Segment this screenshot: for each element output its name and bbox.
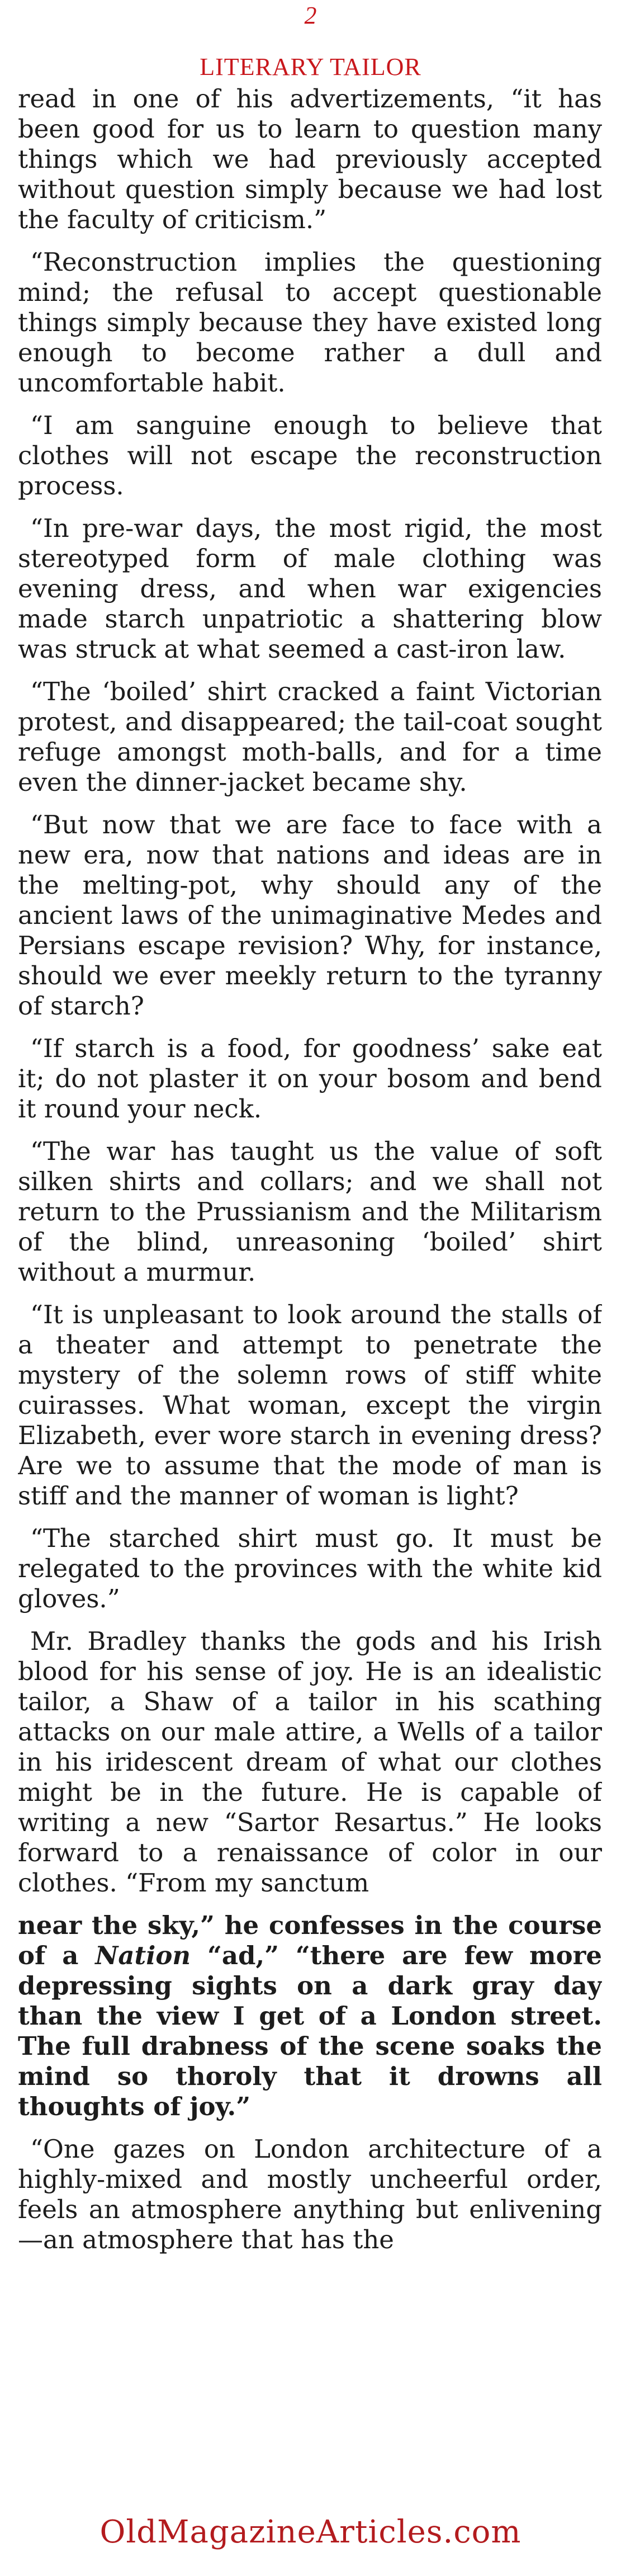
article-paragraph: “I am sanguine enough to believe that clothes will not escape the reconstruction process. bbox=[18, 411, 602, 501]
footer-watermark[interactable]: OldMagazineArticles.com bbox=[99, 2514, 522, 2550]
article-paragraph: “Reconstruction implies the questioning mind; the refusal to accept questionable things simply because they have existed long enough to become rather a dull and uncomfortable habit. bbox=[18, 247, 602, 398]
article-paragraph: read in one of his advertizements, “it has been good for us to learn to question many things which we had previously accepted without question simply because we had lost the faculty of criticism.” bbox=[18, 84, 602, 234]
article-paragraph: “One gazes on London architecture of a highly-mixed and mostly uncheerful order, feels an atmosphere anything but enlivening—an atmosphere that has the bbox=[18, 2134, 602, 2254]
page-number: 2 bbox=[304, 2, 317, 29]
article-paragraph-bold bbox=[18, 1910, 602, 2122]
bold-rest-text: “ad,” “there are few more depressing sights on a dark gray day than the view I get of a London street. The full drabness of the scene soaks the mind so thoroly that it drowns all thoughts of joy.” bbox=[18, 1941, 602, 2121]
article-paragraph: “But now that we are face to face with a new era, now that nations and ideas are in the melting-pot, why should any of the ancient laws of the unimaginative Medes and Persians escape revision? Why, for instance, should we ever meekly return to the tyranny of starch? bbox=[18, 810, 602, 1021]
article-paragraph: “It is unpleasant to look around the stalls of a theater and attempt to penetrate the mystery of the solemn rows of stiff white cuirasses. What woman, except the virgin Elizabeth, ever wore starch in evening dress? Are we to assume that the mode of man is stiff and the manner of woman is light? bbox=[18, 1300, 602, 1511]
nation-title: Nation bbox=[95, 1941, 191, 1970]
article-paragraph: “If starch is a food, for goodness’ sake eat it; do not plaster it on your bosom and bend it round your neck. bbox=[18, 1034, 602, 1124]
bold-lead-text: near the sky,” he confesses in the course of a bbox=[18, 1910, 602, 1970]
section-header: LITERARY TAILOR bbox=[200, 53, 421, 81]
article-paragraph: “The ‘boiled’ shirt cracked a faint Victorian protest, and disappeared; the tail-coat sought refuge amongst moth-balls, and for a time even the dinner-jacket became shy. bbox=[18, 677, 602, 797]
article-paragraph: “The war has taught us the value of soft silken shirts and collars; and we shall not return to the Prussianism and the Militarism of the blind, unreasoning ‘boiled’ shirt without a murmur. bbox=[18, 1136, 602, 1287]
article-paragraph: Mr. Bradley thanks the gods and his Irish blood for his sense of joy. He is an idealistic tailor, a Shaw of a tailor in his scathing attacks on our male attire, a Wells of a tailor in his iridescent dream of what our clothes might be in the future. He is capable of writing a new “Sartor Resartus.” He looks forward to a renaissance of color in our clothes. “From my sanctum bbox=[18, 1626, 602, 1898]
article-paragraph: “In pre-war days, the most rigid, the most stereotyped form of male clothing was evening dress, and when war exigencies made starch unpatriotic a shattering blow was struck at what seemed a cast-iron law. bbox=[18, 513, 602, 664]
article-body bbox=[18, 84, 602, 2483]
article-paragraph: “The starched shirt must go. It must be relegated to the provinces with the white kid gloves.” bbox=[18, 1523, 602, 1613]
